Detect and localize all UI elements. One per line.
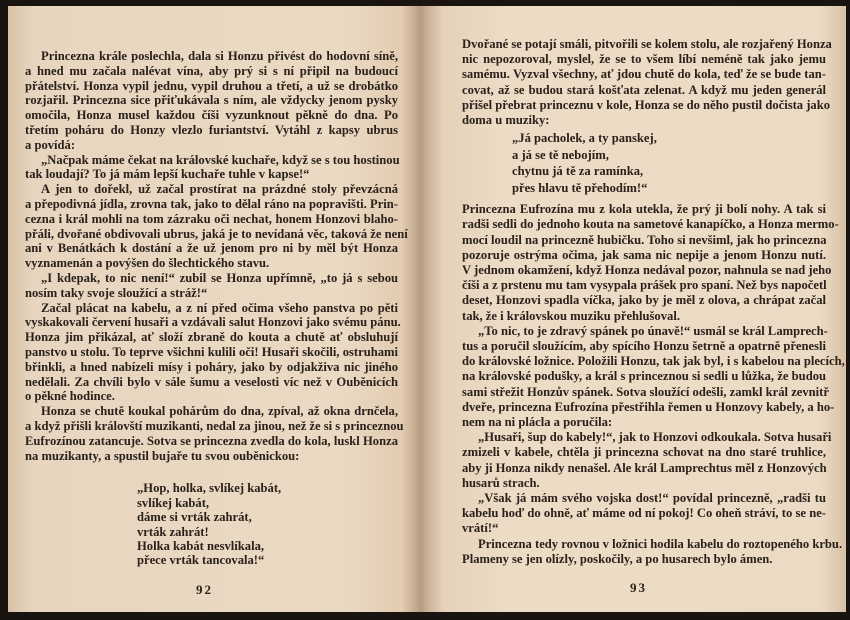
text-line: A jen to dořekl, už začal prostírat na prázdné stoly převzácná — [41, 182, 398, 197]
text-line: a hned mu začala nalévat vína, aby prý si s ní připil na budoucí — [25, 63, 398, 78]
text-line: ani v Benátkách k dostání a že už jenom pro ni by měl být Honza — [25, 241, 398, 256]
text-line: Plameny se jen olízly, poskočily, a po husarech bylo ámen. — [462, 551, 773, 566]
text-line: a když přišli královští muzikanti, nedal za jinou, než že si s princeznou — [25, 418, 404, 433]
text-line: omočila, Honza musel každou číši vyzunknout pěkně do dna. Po — [25, 108, 398, 123]
left-page-text — [25, 49, 408, 568]
verse-line: svlíkej kabát, — [137, 495, 210, 510]
text-line: Princezna Eufrozína mu z kola utekla, že prý ji bolí nohy. A tak si — [462, 202, 826, 217]
text-line: vyznamenán a povýšen do šlechtického stavu. — [25, 256, 270, 271]
right-verse — [512, 130, 826, 196]
text-line: číši a z prstenu mu tam vysypala prášek pro spaní. Než bys napočetl — [462, 278, 827, 293]
text-line: Začal plácat na kabelu, a z ní před očima všeho panstva po pěti — [41, 300, 398, 315]
text-line: přátelství. Honza vypil jednu, vypil druhou a třetí, a už se drobátko — [25, 78, 398, 93]
text-line: nedělali. Za chvíli bylo v sále šumu a veselosti víc než v Ouběnicích — [25, 374, 398, 389]
left-verse — [137, 481, 398, 567]
text-line: vyskakovali červení husaři a vzdávali salut Honzovi jako svému pánu. — [25, 315, 401, 330]
text-line: cezna i král mohli na tom zázraku oči nechat, honem Honzovi blaho- — [25, 211, 398, 226]
text-line: o pěkné hodince. — [25, 389, 115, 404]
right-page — [420, 6, 846, 612]
text-line: doma u muziky: — [462, 113, 550, 128]
verse-line: vrták zahrát! — [137, 524, 209, 539]
text-line: nosím taky svoje sloužící a stráž!“ — [25, 285, 208, 300]
text-line: dveře, princezna Eufrozína přestřihla řemen u Honzovy kabely, a ho- — [462, 399, 835, 414]
paragraph — [25, 153, 398, 183]
text-line: do královské ložnice. Položili Honzu, tak jak byl, i s kabelou na plecích, — [462, 354, 845, 369]
text-line: nem na ni plácla a poručila: — [462, 415, 613, 430]
left-page — [8, 6, 420, 612]
text-line: na muzikanty, a spustil bujaře tu svou ouběnickou: — [25, 448, 300, 463]
text-line: Dvořané se potají smáli, pitvořili se kolem stolu, ale rozjařený Honza — [462, 37, 832, 51]
paragraph — [462, 202, 839, 324]
text-line: radši sedli do jednoho kouta na sametové kanapíčko, a Honza mermo- — [462, 217, 839, 232]
paragraph — [462, 323, 845, 430]
book-spread — [8, 6, 846, 612]
right-paragraphs-before-verse — [462, 37, 832, 128]
text-line: na královské podušky, a král s princeznou si sedli u lůžka, že budou — [462, 369, 826, 384]
text-line: „Však já mám svého vojska dost!“ povídal princezně, „radši tu — [478, 491, 826, 506]
text-line: V jednom okamžení, když Honza nedával pozor, nahnula se nad jeho — [462, 263, 832, 278]
verse-line: přece vrták tancovala!“ — [137, 553, 265, 568]
text-line: Eufrozínou zatancuje. Sotva se princezna zvedla do kola, luskl Honza — [25, 433, 398, 448]
paragraph — [462, 491, 826, 537]
verse-line: Holka kabát nesvlíkala, — [137, 538, 265, 553]
text-line: panstvo u stolu. To teprve všichni kulili oči! Husaři skočili, ostruhami — [25, 344, 398, 359]
paragraph — [462, 37, 832, 128]
text-line: sami střežit Honzův spánek. Sotva sloužící odešli, zamkl král zevnitř — [462, 384, 829, 399]
verse-line: „Já pacholek, a ty panskej, — [512, 131, 657, 146]
text-line: a povídá: — [25, 137, 76, 152]
text-line: vrátí!“ — [462, 521, 499, 536]
left-paragraphs — [25, 49, 408, 463]
text-line: husarů strach. — [462, 475, 540, 490]
text-line: „Načpak máme čekat na královské kuchaře, když se s tou hostinou — [41, 152, 400, 167]
text-line: Princezna tedy rovnou v ložnici hodila kabelu do roztopeného krbu. — [478, 536, 843, 551]
text-line: zmizeli v kabele, chtěla ji princezna schovat na dno staré truhlice, — [462, 445, 826, 460]
text-line: samému. Vyzval všechny, ať jdou chutě do kola, teď že se bude tan- — [462, 67, 826, 82]
text-line: třetím poháru do Honzy vlezlo furiantství. Vytáhl z kapsy ubrus — [25, 122, 398, 137]
text-line: a přepodivná jídla, zrovna tak, jako to dělal ráno na popravišti. Prin- — [25, 196, 398, 211]
text-line: aby ji Honza nikdy nenašel. Ale král Lamprechtus měl z Honzových — [462, 460, 827, 475]
paragraph — [25, 182, 408, 271]
text-line: tak loudají? To já mám lepší kuchaře tuhle v kapse!“ — [25, 167, 310, 182]
page-number-right: 93 — [630, 580, 647, 595]
paragraph — [462, 430, 832, 491]
text-line: tak, že i královskou muziku přehlušoval. — [462, 308, 680, 323]
verse-line: „Hop, holka, svlíkej kabát, — [137, 481, 282, 496]
page-number-left: 92 — [196, 582, 213, 597]
paragraph — [25, 300, 401, 405]
text-line: Honza se chutě koukal pohárům do dna, zpíval, až okna drnčela, — [41, 404, 398, 419]
paragraph — [25, 404, 404, 463]
paragraph — [25, 49, 398, 153]
text-line: přáli, dvořané obdivovali ubrus, jaká je to nevídaná věc, taková že není — [25, 226, 408, 241]
text-line: kabelu hoď do ohně, ať máme od ní pokoj! Co oheň stráví, to se ne- — [462, 506, 826, 521]
paragraph — [25, 271, 398, 301]
text-line: „To nic, to je zdravý spánek po únavě!“ usmál se král Lamprech- — [478, 323, 828, 338]
text-line: přišel přebrat princeznu v kole, Honza se do něho pustil dočista jako — [462, 97, 831, 112]
text-line: pozoruje ostrýma očima, jak sama nic nepije a jenom Honzu nutí. — [462, 247, 826, 262]
text-line: rozjařil. Princezna sice přiťukávala s ním, ale vždycky jenom pysky — [25, 93, 398, 108]
verse-line: chytnu já tě za ramínka, — [512, 164, 644, 179]
text-line: Honza jim přikázal, ať složí zbraně do kouta a chutě ať obsluhují — [25, 330, 398, 345]
right-page-text — [462, 37, 845, 567]
text-line: mocí loudil na princezně hubičku. Toho si nevšiml, jak ho princezna — [462, 232, 827, 247]
verse-line: a já se tě nebojím, — [512, 147, 609, 162]
text-line: deset, Honzovi spadla víčka, jako by je měl z olova, a chrápat začal — [462, 293, 826, 308]
text-line: nic nepozoroval, myslel, že se to všem líbí neméně tak jako jemu — [462, 52, 826, 67]
text-line: covat, až se budou stará košťata zelenat. A když mu jeden generál — [462, 82, 826, 97]
right-paragraphs-after-verse — [462, 202, 845, 567]
text-line: břinkli, a hned nabízeli mísy i poháry, jako by odjakživa nic jiného — [25, 359, 398, 374]
text-line: „I kdepak, to nic není!“ zubil se Honza upřímně, „to já s sebou — [41, 270, 398, 285]
paragraph — [462, 536, 843, 567]
verse-line: dáme si vrták zahrát, — [137, 510, 252, 525]
text-line: tus a poručil sloužícím, aby spícího Honzu šetrně a opatrně přenesli — [462, 339, 826, 354]
text-line: „Husaři, šup do kabely!“, jak to Honzovi odkoukala. Sotva husaři — [478, 430, 832, 445]
verse-line: přes hlavu tě přehodím!“ — [512, 180, 648, 195]
text-line: Princezna krále poslechla, dala si Honzu přivést do hodovní síně, — [41, 49, 398, 63]
